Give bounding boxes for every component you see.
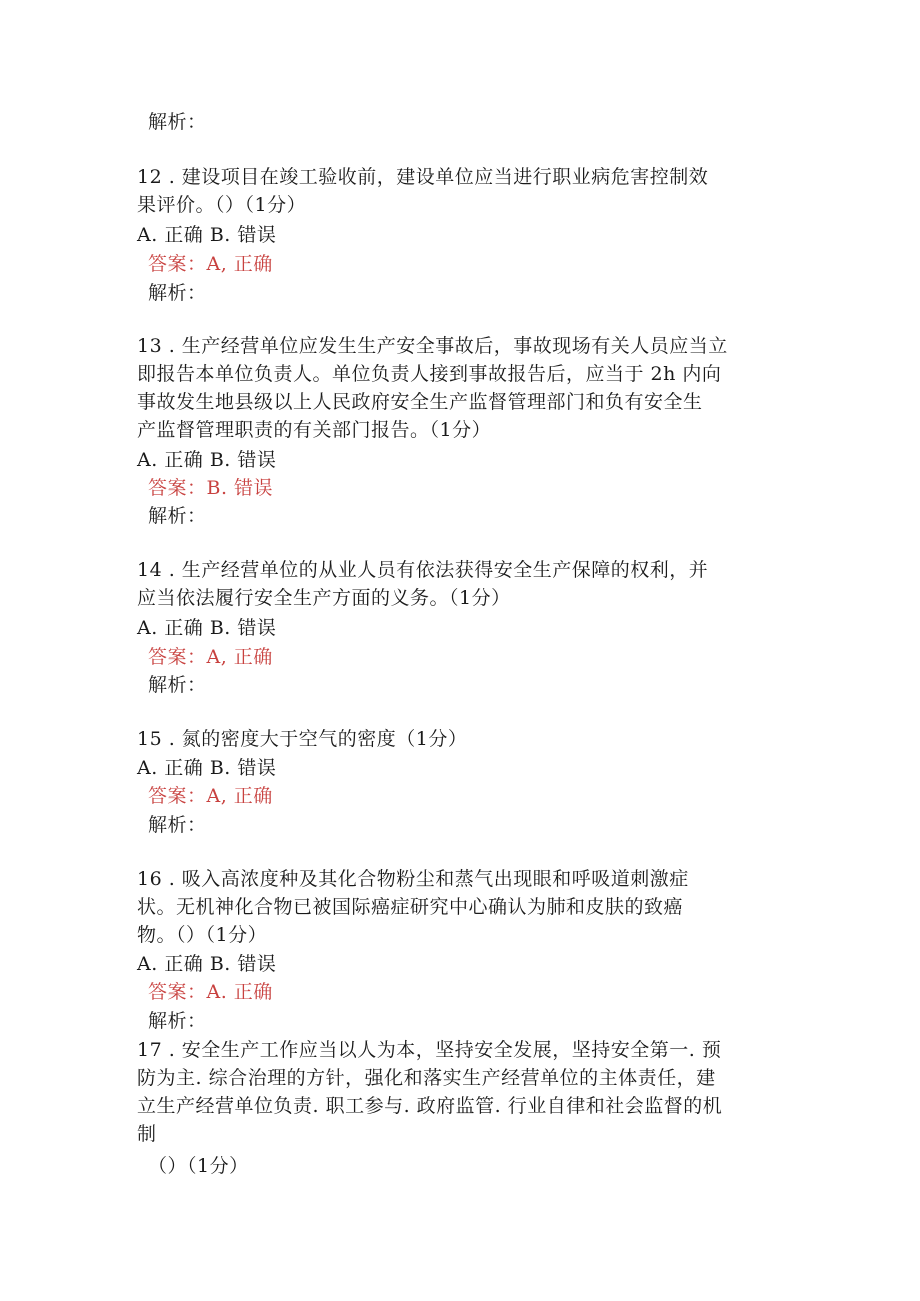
question-15-line-1: 15 . 氮的密度大于空气的密度（1分） [137,728,468,750]
question-13-line-1: 13 . 生产经营单位应发生生产安全事故后，事故现场有关人员应当立 [137,335,728,357]
question-17-line-3: 立生产经营单位负责. 职工参与. 政府监管. 行业自律和社会监督的机 [137,1095,723,1117]
question-15-analysis: 解析： [148,814,207,836]
question-17-line-1: 17 . 安全生产工作应当以人为本，坚持安全发展，坚持安全第一. 预 [137,1039,722,1061]
question-12-options: A. 正确 B. 错误 [137,224,277,246]
question-12-analysis: 解析： [148,282,207,304]
question-15-answer: 答案：A, 正确 [148,785,273,807]
question-16-options: A. 正确 B. 错误 [137,953,277,975]
question-13-options: A. 正确 B. 错误 [137,449,277,471]
question-12-line-1: 12 . 建设项目在竣工验收前，建设单位应当进行职业病危害控制效 [137,166,709,188]
question-14-line-2: 应当依法履行安全生产方面的义务。（1分） [137,587,511,609]
question-14-analysis: 解析： [148,674,207,696]
question-16-line-2: 状。无机神化合物已被国际癌症研究中心确认为肺和皮肤的致癌 [137,896,684,918]
question-13-analysis: 解析： [148,505,207,527]
question-12-answer: 答案：A, 正确 [148,253,273,275]
question-13-answer: 答案：B. 错误 [148,477,274,499]
question-16-line-1: 16 . 吸入高浓度种及其化合物粉尘和蒸气出现眼和呼吸道刺激症 [137,868,689,890]
question-17-line-4: 制 [137,1123,157,1145]
question-16-line-3: 物。（）（1分） [137,924,268,946]
question-16-answer: 答案：A. 正确 [148,981,273,1003]
question-12-line-2: 果评价。（）（1分） [137,194,307,216]
question-16-analysis: 解析： [148,1010,207,1032]
question-15-options: A. 正确 B. 错误 [137,757,277,779]
question-14-line-1: 14 . 生产经营单位的从业人员有依法获得安全生产保障的权利，并 [137,559,709,581]
question-17-line-2: 防为主. 综合治理的方针，强化和落实生产经营单位的主体责任，建 [137,1067,716,1089]
question-17-line-5: （）（1分） [148,1155,249,1177]
analysis-label: 解析： [148,111,207,133]
question-13-line-3: 事故发生地县级以上人民政府安全生产监督管理部门和负有安全生 [137,391,703,413]
question-13-line-4: 产监督管理职责的有关部门报告。（1分） [137,419,492,441]
question-14-options: A. 正确 B. 错误 [137,617,277,639]
question-13-line-2: 即报告本单位负责人。单位负责人接到事故报告后，应当于 2h 内向 [137,363,722,385]
question-14-answer: 答案：A, 正确 [148,646,273,668]
